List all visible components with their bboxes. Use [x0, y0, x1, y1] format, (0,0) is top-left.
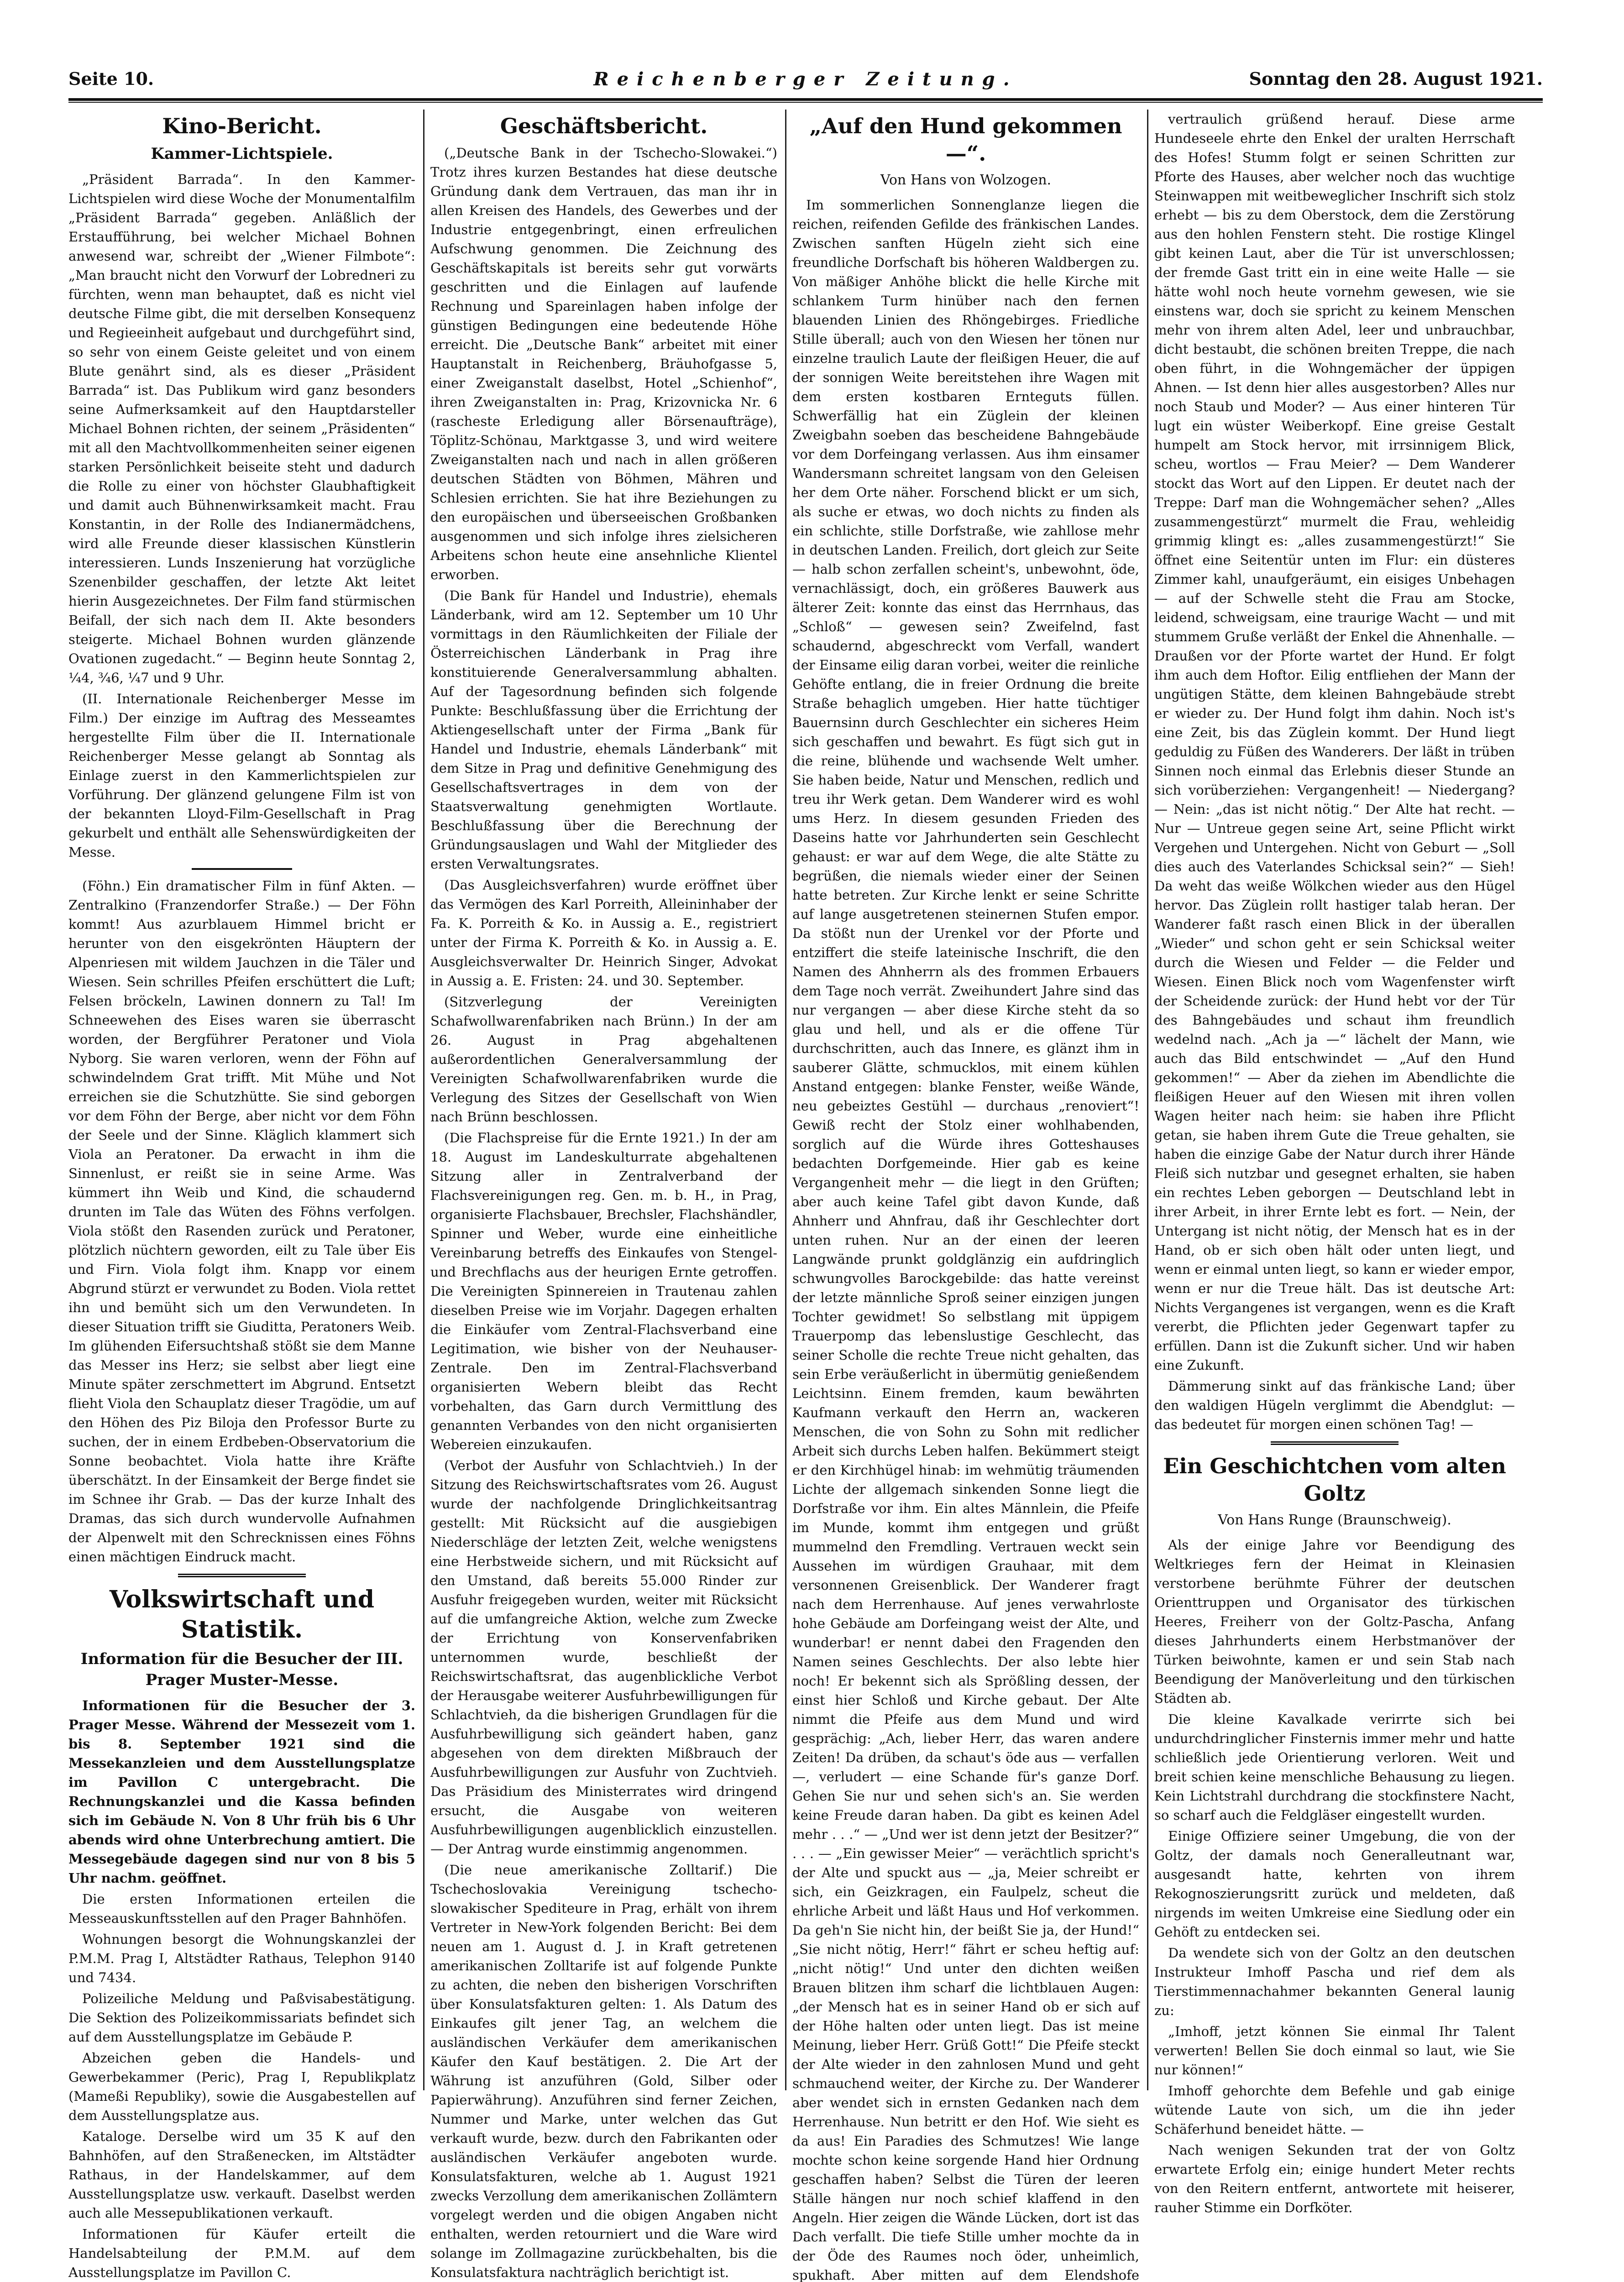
article-paragraph: (Die Flachspreise für die Ernte 1921.) In der am 18. August im Landeskulturrate abgehaltenen Sitzung aller in Zentralverband der Flachsvereinigungen reg. Gen. m. b. H., in Prag, organisierte Flachsbauer, Brechsler, Flachshändler, Spinner und Weber, wurde eine einheitliche Vereinbarung betreffs des Einkaufes von Stengel- und Brechflachs aus der heurigen Ernte getroffen. Die Vereinigten Spinnereien in Trautenau zahlen dieselben Preise wie im Vorjahr. Dagegen erhalten die Einkäufer vom Zentral-Flachsverband eine Legitimation, wie bisher von der Neuhauser-Zentrale. Den im Zentral-Flachsverband organisierten Webern bleibt das Recht vorbehalten, das Garn durch Vermittlung des genannten Verbandes von den nicht organisierten Webereien einzukaufen.: [430, 1130, 777, 1452]
article-paragraph: Wohnungen besorgt die Wohnungskanzlei der P.M.M. Prag I, Altstädter Rathaus, Telephon 9140 und 7434.: [68, 1931, 415, 1985]
article-paragraph: Als der einige Jahre vor Beendigung des Weltkrieges fern der Heimat in Kleinasien verstorbene berühmte Führer der deutschen Orienttruppen und Organisator des türkischen Heeres, Freiherr von der Goltz-Pascha, Anfang dieses Jahrhunderts einem Herbstmanöver der Türken beiwohnte, kamen er und sein Stab nach Beendigung der Manöverleitung und den türkischen Städten ab.: [1154, 1537, 1515, 1706]
article-paragraph: Kataloge. Derselbe wird um 35 K auf den Bahnhöfen, auf den Straßenecken, im Altstädter Rathaus, in der Handelskammer, auf dem Ausstellungsplatze usw. verkauft. Daselbst werden auch alle Messepublikationen verkauft.: [68, 2129, 415, 2221]
article-paragraph: Die kleine Kavalkade verirrte sich bei undurchdringlicher Finsternis immer mehr und hatte schließlich jede Orientierung verloren. Weit und breit schien keine menschliche Behausung zu liegen. Kein Lichtstrahl durchdrang die stockfinstere Nacht, so scharf auch die Feldgläser eingestellt wurden.: [1154, 1712, 1515, 1823]
geschaeftsbericht-title: Geschäftsbericht.: [500, 114, 708, 138]
byline: Von Hans Runge (Braunschweig).: [1218, 1512, 1451, 1528]
messe-information-subtitle: Information für die Besucher der III. Prager Muster-Messe.: [80, 1650, 403, 1689]
masthead: [68, 68, 1543, 96]
article-paragraph: („Deutsche Bank in der Tschecho-Slowakei.“) Trotz ihres kurzen Bestandes hat diese deutsche Gründung dank dem Vertrauen, das man ihr in allen Kreisen des Handels, des Gewerbes und der Industrie entgegenbringt, einen erfreulichen Aufschwung genommen. Die Zeichnung des Geschäftskapitals ist bereits sehr gut vorwärts geschritten und die Einlagen auf laufende Rechnung und Spareinlagen haben infolge der günstigen Bedingungen eine bedeutende Höhe erreicht. Die „Deutsche Bank“ arbeitet mit einer Hauptanstalt in Reichenberg, Bräuhofgasse 5, einer Zweiganstalt daselbst, Hotel „Schienhof“, ihren Zweiganstalten in: Prag, Krizovnicka Nr. 6 (raschestе Erledigung aller Börsenaufträge), Töplitz-Schönau, Marktgasse 3, und wird weitere Zweiganstalten nach und nach in allen größeren deutschen Städten von Böhmen, Mähren und Schlesien errichten. Sie hat ihre Beziehungen zu den europäischen und überseeischen Großbanken ausgenommen und sich infolge ihres zielsicheren Arbeitens schon heute eine ansehnliche Klientel erworben.: [430, 145, 777, 582]
article-paragraph: Informationen für Käufer erteilt die Handelsabteilung der P.M.M. auf dem Ausstellungsplatze im Pavillon C.: [68, 2226, 415, 2280]
article-paragraph: Imhoff gehorchte dem Befehle und gab einige wütende Laute von sich, um die ihn jeder Schäferhund beneidet hätte. —: [1154, 2083, 1515, 2137]
volkswirtschaft-title: Volkswirtschaft und Statistik.: [109, 1586, 375, 1643]
article-paragraph: Einige Offiziere seiner Umgebung, die von der Goltz, der damals noch Generalleutnant war, ausgesandt hatte, kehrten von ihrem Rekognoszierungsritt zurück und meldeten, daß nirgends im weiten Umkreise eine Siedlung oder ein Gehöft zu entdecken sei.: [1154, 1828, 1515, 1940]
divider: [1271, 1441, 1399, 1445]
article-paragraph: „Imhoff, jetzt können Sie einmal Ihr Talent verwerten! Bellen Sie doch einmal so laut, wie Sie nur können!“: [1154, 2024, 1515, 2078]
masthead-rule: [68, 98, 1543, 103]
article-paragraph: Die ersten Informationen erteilen die Messeauskunftsstellen auf den Prager Bahnhöfen.: [68, 1891, 415, 1926]
article-paragraph: vertraulich grüßend herauf. Diese arme Hundeseele ehrte den Enkel der uralten Herrschaft des Hofes! Stumm folgt er seinen Schritten zur Pforte des Hauses, aber welcher noch das wuchtige Steinwappen mit weitbeweglicher Inschrift sich stolz erhebt — bis zu dem Oberstock, dem die Zerstörung aus den hohlen Fenstern steht. Die rostige Klingel gibt keinen Laut, aber die Tür ist unverschlossen; der fremde Gast tritt ein in eine weite Halle — sie hätte wohl noch heute vornehm gewesen, wie sie einstens war, doch sie spricht zu keinem Menschen mehr von ihrem alten Adel, leer und unbrauchbar, dicht bestaubt, die schönen breiten Treppe, die nach oben führt, in die Wohngemächer der üppigen Ahnen. — Ist denn hier alles ausgestorben? Alles nur noch Staub und Moder? — Aus einer hinteren Tür lugt ein wüster Weiberkopf. Eine greise Gestalt humpelt am Stock hervor, mit irrsinnigem Blick, scheu, wortlos — Frau Meier? — Dem Wanderer stockt das Wort auf den Lippen. Er deutet nach der Treppe: Darf man die Wohngemächer sehen? „Alles zusammengestürzt“ murmelt die Frau, wehleidig grimmig klingt es: „alles zusammengestürzt!“ Sie öffnet eine Seitentür unten im Flur: ein düsteres Zimmer kahl, unaufgeräumt, ein eisiges Unbehagen — auf der Schwelle steht die Frau am Stocke, leidend, schweigsam, eine traurige Wacht — und mit stummem Gruße verläßt der Enkel die Ahnenhalle. — Draußen vor der Pforte wartet der Hund. Er folgt ihm auch dem Hoftor. Eilig entfliehen der Mann der ungütigen Stätte, dem kleinen Bahngebäude strebt er wieder zu. Der Hund folgt ihm dahin. Noch ist's eine Zeit, bis das Züglein kommt. Der Hund liegt geduldig zu Füßen des Wanderers. Der läßt in trüben Sinnen noch einmal das Erlebnis dieser Stunde an sich vorüberziehen: Vergangenheit! — Niedergang? — Nein: „das ist nicht nötig.“ Der Alte hat recht. — Nur — Untreue gegen seine Art, seine Pflicht wirkt Vergehen und Untergehen. Nicht von Geburt — „Soll dies auch des Vaterlandes Schicksal sein?“ — Sieh! Da weht das weiße Wölkchen wieder aus den Hügel hervor. Das Züglein rollt hastiger talab heran. Der Wanderer faßt rasch einen Blick in der überallen „Wieder“ und schon geht er sein Schicksal weiter durch die Wiesen und Felder — die Felder und Wiesen. Einen Blick noch vom Wagenfenster wirft der Scheidende zurück: der Hund hebt vor der Tür des Bahngebäudes und schaut ihm freundlich wedelnd nach. „Ach ja —“ lächelt der Mann, wie auch das Bild entschwindet — „Auf den Hund gekommen!“ — Aber da ziehen im Abendlichte die fleißigen Heuer auf den Wiesen mit ihren vollen Wagen heiter nach heim: sie haben ihre Pflicht getan, sie haben ihrem Gute die Treue gehalten, sie haben die einzige Gabe der Natur durch ihrer Hände Fleiß sich nutzbar und gesegnet erhalten, sie haben ein rechtes Leben geborgen — Deutschland lebt in ihrer Arbeit, in ihrer Ernte lebt es fort. — Nein, der Untergang ist nicht nötig, der Mensch hat es in der Hand, ob er sich oben hält oder unten liegt, und wenn er einmal unten liegt, so kann er wieder empor, wenn er nur die Treue hält. Das ist deutsche Art: Nichts Vergangenes ist vergangen, wenn es die Kraft vererbt, die Pflichten jeder Gegenwart tapfer zu erfüllen. Dann ist die Zukunft sicher. Und wir haben eine Zukunft.: [1154, 111, 1515, 1373]
page-number: Seite 10.: [68, 68, 154, 89]
article-paragraph: Dämmerung sinkt auf das fränkische Land; über den waldigen Hügeln verglimmt die Abendglut: — das bedeutet für morgen einen schönen Tag! —: [1154, 1378, 1515, 1432]
article-paragraph: (Föhn.) Ein dramatischer Film in fünf Akten. — Zentralkino (Franzendorfer Straße.) — Der Föhn kommt! Aus azurblauem Himmel bricht er herunter von den eisgekrönten Häuptern der Alpenriesen mit wildem Jauchzen in die Täler und Wiesen. Sein schrilles Pfeifen erschüttert die Luft; Felsen bröckeln, Lawinen donnern zu Tal! Im Schneewehen des Eises waren sie überrascht worden, der Bergführer Peratoner und Viola Nyborg. Sie waren verloren, wenn der Föhn auf schwindelndem Grat trifft. Mit Mühe und Not erreichen sie die Schutzhütte. Sie sind geborgen vor dem Föhn der Berge, aber nicht vor dem Föhn der Seele und der Sinne. Kläglich klammert sich Viola an Peratoner. Da erwacht in ihm die Sinnenlust, er reißt sie in seine Arme. Was kümmert ihn Weib und Kind, die schaudernd drunten im Tale das Wüten des Föhns verfolgen. Viola stößt den Rasenden zurück und Peratoner, plötzlich nüchtern geworden, eilt zu Tale über Eis und Firn. Viola folgt ihm. Knapp vor einem Abgrund stürzt er verwundet zu Boden. Viola rettet ihn und bemüht sich um den Verwundeten. In dieser Situation trifft sie Giuditta, Peratoners Weib. Im glühenden Eifersuchtshaß stößt sie dem Manne das Messer ins Herz; sie selbst aber liegt eine Minute später zerschmettert im Abgrund. Entsetzt flieht Viola den Schauplatz dieser Tragödie, um auf den Höhen des Piz Biloja den Professor Burte zu suchen, der in einem Erdbeben-Observatorium die Sonne beobachtet. Viola hatte ihre Kräfte überschätzt. In der Einsamkeit der Berge findet sie im Schnee ihr Grab. — Das der kurze Inhalt des Dramas, das sich durch wundervolle Aufnahmen der Alpenwelt mit den Schrecknissen eines Föhns einen mächtigen Eindruck macht.: [68, 878, 415, 1565]
column-2: [430, 110, 777, 2280]
article-paragraph: (Verbot der Ausfuhr von Schlachtvieh.) In der Sitzung des Reichswirtschaftsrates vom 26. August wurde der nachfolgende Dringlichkeitsantrag gestellt: Mit Rücksicht auf die ausgiebigen Niederschläge der letzten Zeit, welche wenigstens eine Herbstweide sichern, und mit Rücksicht auf den Umstand, daß bereits 55.000 Rinder zur Ausfuhr freigegeben wurden, weiter mit Rücksicht auf die umfangreiche Aktion, welche zum Zwecke der Errichtung von Konservenfabriken unternommen wurde, beschließt der Reichswirtschaftsrat, das augenblickliche Verbot der Herausgabe weiterer Ausfuhrbewilligungen für Schlachtvieh, da die bisherigen Grundlagen für die Ausfuhrbewilligung sich geändert haben, ganz abgesehen von dem direkten Mißbrauch der Ausfuhrbewilligungen zur Ausfuhr von Zuchtvieh. Das Präsidium des Ministerrates wird dringend ersucht, die Ausgabe von weiteren Ausfuhrbewilligungen augenblicklich einzustellen. — Der Antrag wurde einstimmig angenommen.: [430, 1458, 777, 1857]
article-paragraph: „Präsident Barrada“. In den Kammer-Lichtspielen wird diese Woche der Monumentalfilm „Präsident Barrada“ gegeben. Anläßlich der Erstaufführung, bei welcher Michael Bohnen anwesend war, schreibt der „Wiener Filmbote“: „Man braucht nicht den Vorwurf der Lobredneri zu fürchten, wenn man behauptet, daß es nicht viel deutsche Filme gibt, die mit derselben Konsequenz und Regieeinheit aufgebaut und durchgeführt sind, so sehr von einem Geiste geleitet und von einem Blute genährt sind, als es dieser „Präsident Barrada“ ist. Das Publikum wird ganz besonders seine Aufmerksamkeit auf den Hauptdarsteller Michael Bohnen richten, der seinem „Präsidenten“ mit all den Machtvollkommenheiten seiner eigenen starken Persönlichkeit beiseite steht und dadurch die Rolle zu einer von höchster Glaubhaftigkeit und damit auch Bühnenwirksamkeit macht. Frau Konstantin, in der Rolle des Indianermädchens, wird alle Freunde dieser klassischen Künstlerin interessieren. Lunds Inszenierung hat vorzügliche Szenenbilder geschaffen, der letzte Akt leitet hierin Ausgezeichnetes. Der Film fand stürmischen Beifall, der sich nach dem II. Akte besonders steigerte. Michael Bohnen wurden glänzende Ovationen zugedacht.“ — Beginn heute Sonntag 2, ¼4, ¾6, ¼7 und 9 Uhr.: [68, 172, 415, 686]
article-paragraph: (II. Internationale Reichenberger Messe im Film.) Der einzige im Auftrag des Messeamtes hergestellte Film über die II. Internationale Reichenberger Messe gelangt ab Sonntag als Einlage zuerst in den Kammerlichtspielen zur Vorführung. Der glänzend gelungene Film ist von der bekannten Lloyd-Film-Gesellschaft in Prag gekurbelt und enthält alle Sehenswürdigkeiten der Messe.: [68, 691, 415, 860]
article-paragraph: (Die neue amerikanische Zolltarif.) Die Tschechoslovakia Vereinigung tschecho-slowakischer Spediteure in Prag, erhält von ihrem Vertreter in New-York folgenden Bericht: Bei dem neuen am 1. August d. J. in Kraft getretenen amerikanischen Zolltarife ist auf folgende Punkte zu achten, die neben den bisherigen Vorschriften über Konsulatsfakturen gelten: 1. Als Datum des Einkaufes gilt jener Tag, an welchem die ausländischen Verkäufer dem amerikanischen Käufer den Kauf bestätigen. 2. Die Art der Währung ist anzuführen (Gold, Silber oder Papierwährung). Anzuführen sind ferner Zeichen, Nummer und Marke, unter welchen das Gut verkauft wurde, bezw. durch den Fabrikanten oder ausländischen Verkäufer angeboten wurde. Konsulatsfakturen, welche ab 1. August 1921 zwecks Verzollung dem amerikanischen Zollämtern vorgelegt werden und die obigen Angaben nicht enthalten, werden retourniert und die Ware wird solange im Zollmagazine zurückbehalten, bis die Konsulatsfaktura nachträglich berichtigt ist.: [430, 1862, 777, 2280]
article-paragraph: Informationen für die Besucher der 3. Prager Messe. Während der Messezeit vom 1. bis 8. September 1921 sind die Messekanzleien und dem Ausstellungsplatze im Pavillon C untergebracht. Die Rechnungskanzlei und die Kassa befinden sich im Gebäude N. Von 8 Uhr früh bis 6 Uhr abends wird ohne Unterbrechung amtiert. Die Messegebäude dagegen sind nur von 8 bis 5 Uhr nachm. geöffnet.: [68, 1698, 415, 1886]
byline: Von Hans von Wolzogen.: [880, 172, 1052, 188]
article-paragraph: Da wendete sich von der Goltz an den deutschen Instrukteur Imhoff Pascha und rief dem als Tierstimmennachahmer bekannten General launig zu:: [1154, 1945, 1515, 2018]
column-rule: [423, 110, 424, 2090]
article-paragraph: Nach wenigen Sekunden trat der von Goltz erwartete Erfolg ein; einige hundert Meter rechts von den Reitern entfernt, antwortete mit heiserer, rauher Stimme ein Dorfköter.: [1154, 2142, 1515, 2215]
issue-date: Sonntag den 28. August 1921.: [1249, 68, 1543, 89]
kino-bericht-title: Kino-Bericht.: [162, 114, 322, 138]
article-paragraph: Polizeiliche Meldung und Paßvisabestätigung. Die Sektion des Polizeikommissariats befindet sich auf dem Ausstellungsplatze im Gebäude P.: [68, 1991, 415, 2045]
column-rule: [1147, 110, 1148, 2090]
column-rule: [785, 110, 786, 2090]
article-paragraph: (Die Bank für Handel und Industrie), ehemals Länderbank, wird am 12. September um 10 Uhr vormittags in den Räumlichkeiten der Filiale der Österreichischen Länderbank in Prag ihre konstituierende Generalversammlung abhalten. Auf der Tagesordnung befinden sich folgende Punkte: Beschlußfassung über die Errichtung der Aktiengesellschaft unter der Firma „Bank für Handel und Industrie, ehemals Länderbank“ mit dem Sitze in Prag und definitive Genehmigung des Gesellschaftsvertrages in dem von der Staatsverwaltung genehmigten Wortlaute. Beschlußfassung über die Berechnung der Gründungsauslagen und Wahl der Mitglieder des ersten Verwaltungsrates.: [430, 588, 777, 872]
newspaper-title: Reichenberger Zeitung.: [593, 68, 1018, 90]
article-paragraph: (Das Ausgleichsverfahren) wurde eröffnet über das Vermögen des Karl Porreith, Alleininhaber der Fa. K. Porreith & Ko. in Aussig a. E., registriert unter der Firma K. Porreith & Ko. in Aussig a. E. Ausgleichsverwalter Dr. Heinrich Singer, Advokat in Aussig a. E. Fristen: 24. und 30. September.: [430, 877, 777, 989]
column-3: [792, 110, 1139, 2282]
article-paragraph: (Sitzverlegung der Vereinigten Schafwollwarenfabriken nach Brünn.) In der am 26. August in Prag abgehaltenen außerordentlichen Generalversammlung der Vereinigten Schafwollwarenfabriken wurde die Verlegung des Sitzes der Gesellschaft von Wien nach Brünn beschlossen.: [430, 994, 777, 1125]
kammer-lichtspiele-subtitle: Kammer-Lichtspiele.: [151, 145, 333, 163]
column-4: [1154, 110, 1515, 2215]
auf-den-hund-title: „Auf den Hund gekommen —“.: [809, 114, 1122, 166]
article-paragraph: Im sommerlichen Sonnenglanze liegen die reichen, reifenden Gefilde des fränkischen Landes. Zwischen sanften Hügeln zieht sich eine freundliche Dorfschaft bis höheren Waldbergen zu. Von mäßiger Anhöhe blickt die helle Kirche mit schlankem Turm hinüber nach den fernen blauenden Linien des Rhöngebirges. Friedliche Stille überall; auch von den Wiesen her tönen nur einzelne traulich Laute der fleißigen Heuer, die auf der sonnigen Weite bereitstehen ihre Wagen mit dem ersten kostbaren Ernteguts füllen. Schwerfällig hat ein Züglein der kleinen Zweigbahn soeben das bescheidene Bahngebäude vor dem Dorfeingang verlassen. Aus ihm einsamer Wandersmann schreitet langsam von den Geleisen her dem Orte näher. Forschend blickt er um sich, als suche er etwas, wo doch nichts zu finden als ein schlichte, stille Dorfstraße, wie zahllose mehr in deutschen Landen. Freilich, dort gleich zur Seite — halb schon zerfallen scheint's, unbewohnt, öde, vernachlässigt, doch, ein größeres Bauwerk aus älterer Zeit: konnte das einst das Herrnhaus, das „Schloß“ — gewesen sein? Zweifelnd, fast schaudernd, abgeschreckt vom Verfall, wandert der Einsame eilig daran vorbei, weiter die reinliche Gehöfte entlang, die in freier Ordnung die breite Straße behaglich umgeben. Hier hatte tüchtiger Bauernsinn durch Geschlechter ein sicheres Heim sich geschaffen und bewahrt. Es fügt sich gut in die reine, blühende und wachsende Welt umher. Sie haben beide, Natur und Menschen, redlich und treu ihr Werk getan. Dem Wanderer wird es wohl ums Herz. In diesem gesunden Frieden des Daseins hatte vor Jahrhunderten sein Geschlecht gehaust: er war auf dem Wege, die alte Stätte zu begrüßen, die niemals wieder einer der Seinen hatte betreten. Zur Kirche lenkt er seine Schritte auf lange ausgetretenen steinernen Stufen empor. Da stößt nun der Urenkel vor der Pforte und entziffert die steife lateinische Inschrift, die den Namen des Ahnherrn als des frommen Erbauers dem Tage noch verrät. Zweihundert Jahre sind das nur vergangen — aber diese Kirche steht da so glau und hell, und als er die offene Tür durchschritten, auch das Innere, es glänzt ihm in sauberer Glätte, schmucklos, mit einem kühlen Anstand entgegen: blanke Fenster, weiße Wände, neu gebeiztes Gestühl — durchaus „renoviert“! Gewiß recht der Stolz einer wohlhabenden, sorglich auf die Würde ihres Gotteshauses bedachten Dorfgemeinde. Hier gab es keine Vergangenheit mehr — die liegt in den Grüften; aber auch keine Tafel gibt davon Kunde, daß Ahnherr und Ahnfrau, daß ihr Geschlechter dort unten ruhen. Nur an der einen der leeren Langwände prunkt goldglänzig ein aufdringlich schwungvolles Barockgebilde: das hatte vereinst der letzte männliche Sproß seiner einzigen jungen Tochter gewidmet! So selbstlang mit üppigem Trauerpomp das lebenslustige Geschlecht, das seiner Scholle die rechte Treue nicht gehalten, das sein Erbe veräußerlicht in übermütig genießendem Leichtsinn. Einem fremden, kaum bewährten Kaufmann verkauft den Herrn an, wackeren Menschen, die von Sohn zu Sohn mit redlicher Arbeit sich durchs Leben halfen. Bekümmert steigt er den Kirchhügel hinab: im wehmütig träumenden Lichte der allgemach sinkenden Sonne liegt die Dorfstraße vor ihm. Ein altes Männlein, die Pfeife im Munde, kommt ihm entgegen und grüßt mummelnd den Fremdling. Vertrauen weckt sein Aussehen im würdigen Grauhaar, mit dem versonnenen Greisenblick. Der Wanderer fragt nach dem Herrenhause. Auf jenes verwahrloste hohe Gebäude am Dorfeingang weist der Alte, und wunderbar! er nennt dabei den Fragenden den Namen seines Geschlechts. Der also lebte hier noch! Er bekennt sich als Sprößling dessen, der einst hier Schloß und Kirche gebaut. Der Alte nimmt die Pfeife aus dem Mund und wird gesprächig: „Ach, lieber Herr, das waren andere Zeiten! Da drüben, da schaut's öde aus — verfallen —, verludert — eine Schande für's ganze Dorf. Gehen Sie nur und sehen sich's an. Sie werden keine Freude daran haben. Da gibt es keinen Adel mehr . . .“ — „Und wer ist denn jetzt der Besitzer?“ . . . — „Ein gewisser Meier“ — verächtlich spricht's der Alte und spuckt aus — „ja, Meier schreibt er sich, ein Geizkragen, ein Faulpelz, scheut die ehrliche Arbeit und läßt Haus und Hof verkommen. Da geh'n Sie nicht hin, der beißt Sie ja, der Hund!“ „Sie nicht nötig, Herr!“ fährt er scheu heftig auf: „nicht nötig!“ Und unter den dichten weißen Brauen blitzen ihm scharf die lichtblauen Augen: „der Mensch hat es in seiner Hand ob er sich auf der Höhe halten oder unten liegt. Das ist meine Meinung, lieber Herr. Grüß Gott!“ Die Pfeife steckt der Alte wieder in den zahnlosen Mund und geht schmauchend weiter, der Kirche zu. Der Wanderer aber wendet sich in ernsten Gedanken nach dem Herrenhause. Nun betritt er den Hof. Wie sieht es da aus! Ein Paradies des Schmutzes! Wie lange mochte schon keine sorgende Hand hier Ordnung geschaffen haben? Selbst die Türen der leeren Ställe hängen nur noch schief klaffend in den Angeln. Hier zeigen die Wände Lücken, dort ist das Dach verfallt. Die tiefe Stille umher mochte da in der Öde des Raumes noch öder, unheimlich, spukhaft. Aber mitten auf dem Elendshofe: [792, 197, 1139, 2282]
column-1: [68, 110, 415, 2280]
divider: [178, 1574, 306, 1577]
goltz-story-title: Ein Geschichtchen vom alten Goltz: [1163, 1454, 1506, 1506]
divider: [192, 868, 292, 870]
article-paragraph: Abzeichen geben die Handels- und Gewerbekammer (Peric), Prag I, Republikplatz (Mameßi Republiky), sowie die Ausgabestellen auf dem Ausstellungsplatze aus.: [68, 2050, 415, 2123]
